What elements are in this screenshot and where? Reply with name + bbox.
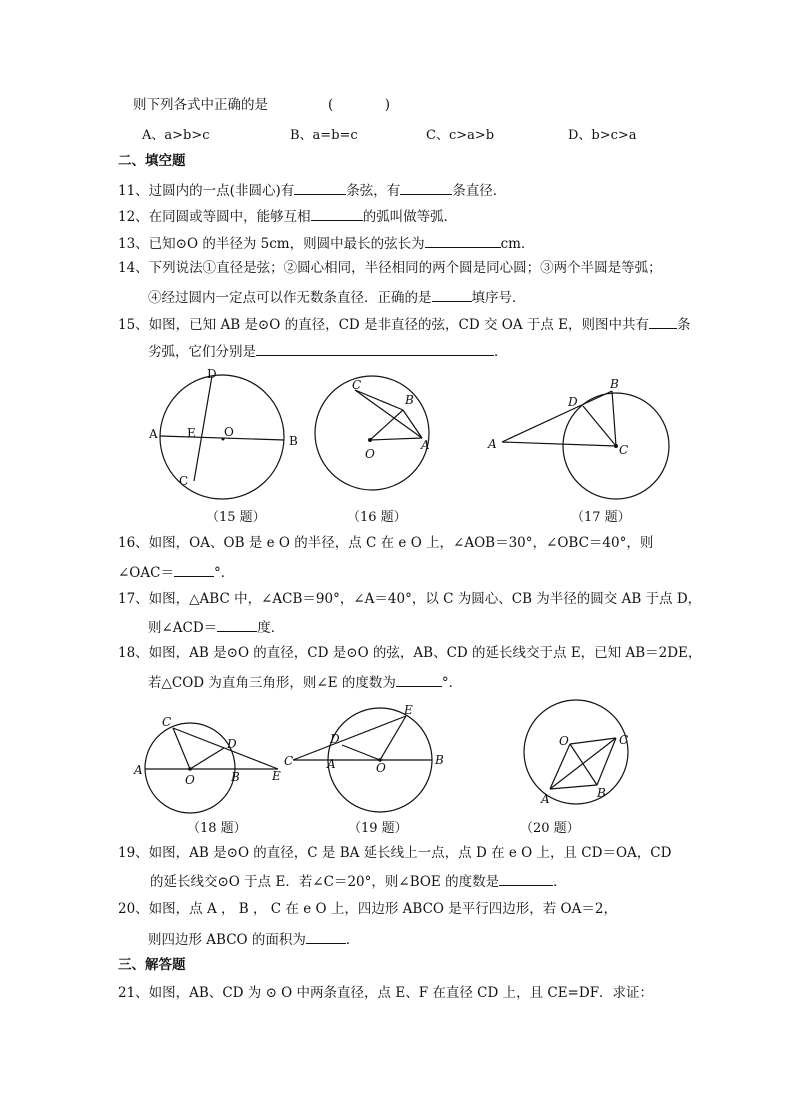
- caption-19: （19 题）: [348, 821, 408, 836]
- label-b: B: [435, 753, 444, 767]
- question-14-line1: 14、下列说法①直径是弦；②圆心相同，半径相同的两个圆是同心圆；③两个半圆是等弧；: [118, 260, 662, 276]
- option-b: B、a=b=c: [290, 128, 358, 143]
- caption-16: （16 题）: [347, 510, 407, 525]
- question-16-line2: ∠OAC＝ °．: [118, 562, 234, 582]
- intro-text: 则下列各式中正确的是 ( ): [133, 97, 391, 113]
- question-19-line1: 19、如图，AB 是⊙O 的直径，C 是 BA 延长线上一点，点 D 在 e O 上，且 CD＝OA，CD: [118, 845, 672, 861]
- label-e: E: [187, 426, 196, 440]
- caption-17: （17 题）: [571, 510, 631, 525]
- option-d: D、b>c>a: [568, 128, 637, 143]
- question-18-line2: 若△COD 为直角三角形，则∠E 的度数为 °．: [148, 672, 462, 692]
- label-e: E: [404, 703, 413, 717]
- question-17-line2: 则∠ACD＝ 度．: [148, 617, 284, 637]
- question-16-line1: 16、如图，OA、OB 是 e O 的半径，点 C 在 e O 上，∠AOB＝30°，∠OBC＝40°，则: [118, 535, 654, 551]
- label-a: A: [541, 792, 550, 806]
- label-d: D: [207, 367, 217, 381]
- label-b: B: [405, 393, 414, 407]
- label-a: A: [488, 437, 497, 451]
- label-d: D: [568, 395, 578, 409]
- label-c: C: [352, 378, 362, 392]
- label-o: O: [185, 773, 195, 787]
- label-c: C: [179, 474, 189, 488]
- caption-15: （15 题）: [206, 510, 266, 525]
- label-b: B: [231, 770, 240, 784]
- figure-19: [282, 702, 452, 812]
- section-fill-blank-heading: 二、填空题: [118, 153, 186, 169]
- section-answer-heading: 三、解答题: [118, 957, 186, 973]
- label-e: E: [272, 769, 281, 783]
- question-18-line1: 18、如图，AB 是⊙O 的直径，CD 是⊙O 的弦，AB、CD 的延长线交于点 E，已知 AB＝2DE，: [118, 645, 702, 661]
- label-o: O: [376, 761, 386, 775]
- label-d: D: [330, 732, 340, 746]
- figure-15: [150, 365, 300, 505]
- figure-20: [514, 698, 644, 813]
- label-c: C: [619, 443, 629, 457]
- question-21: 21、如图，AB、CD 为 ⊙ O 中两条直径，点 E、F 在直径 CD 上，且 CE=DF．求证：: [118, 985, 654, 1001]
- question-11: 11、过圆内的一点(非圆心)有 条弦，有 条直径．: [118, 180, 506, 200]
- figure-16: [315, 375, 435, 500]
- label-b: B: [597, 786, 606, 800]
- question-19-line2: 的延长线交⊙O 于点 E．若∠C＝20°，则∠BOE 的度数是 ．: [150, 871, 567, 891]
- question-14-line2: ④经过圆内一定点可以作无数条直径．正确的是 填序号．: [148, 287, 526, 307]
- label-c: C: [284, 754, 294, 768]
- label-b: B: [289, 434, 298, 448]
- caption-20: （20 题）: [520, 821, 580, 836]
- figure-17: [486, 370, 676, 500]
- label-o: O: [365, 447, 375, 461]
- question-20-line1: 20、如图，点 A ， B ， C 在 e O 上，四边形 ABCO 是平行四边形，若 OA＝2，: [118, 901, 617, 917]
- caption-18: （18 题）: [187, 821, 247, 836]
- question-15-line1: 15、如图，已知 AB 是⊙O 的直径，CD 是非直径的弦，CD 交 OA 于点 E，则图中共有 条: [118, 314, 691, 334]
- label-b: B: [610, 377, 619, 391]
- question-20-line2: 则四边形 ABCO 的面积为 ．: [148, 929, 359, 949]
- label-c: C: [162, 715, 172, 729]
- question-15-line2: 劣弧，它们分别是 ．: [148, 341, 508, 361]
- label-a: A: [149, 427, 158, 441]
- label-o: O: [224, 425, 234, 439]
- label-a: A: [134, 763, 143, 777]
- question-12: 12、在同圆或等圆中，能够互相 的弧叫做等弧．: [118, 206, 457, 226]
- label-a: A: [421, 438, 430, 452]
- question-13: 13、已知⊙O 的半径为 5cm，则圆中最长的弦长为 cm．: [118, 233, 534, 253]
- option-c: C、c>a>b: [426, 128, 495, 143]
- label-o: O: [559, 734, 569, 748]
- label-c: C: [619, 733, 629, 747]
- figure-18: [133, 712, 293, 812]
- label-d: D: [227, 737, 237, 751]
- question-17-line1: 17、如图，△ABC 中，∠ACB＝90°，∠A＝40°，以 C 为圆心、CB 为半径的圆交 AB 于点 D，: [118, 591, 702, 607]
- option-a: A、a>b>c: [142, 128, 210, 143]
- label-a: A: [327, 757, 336, 771]
